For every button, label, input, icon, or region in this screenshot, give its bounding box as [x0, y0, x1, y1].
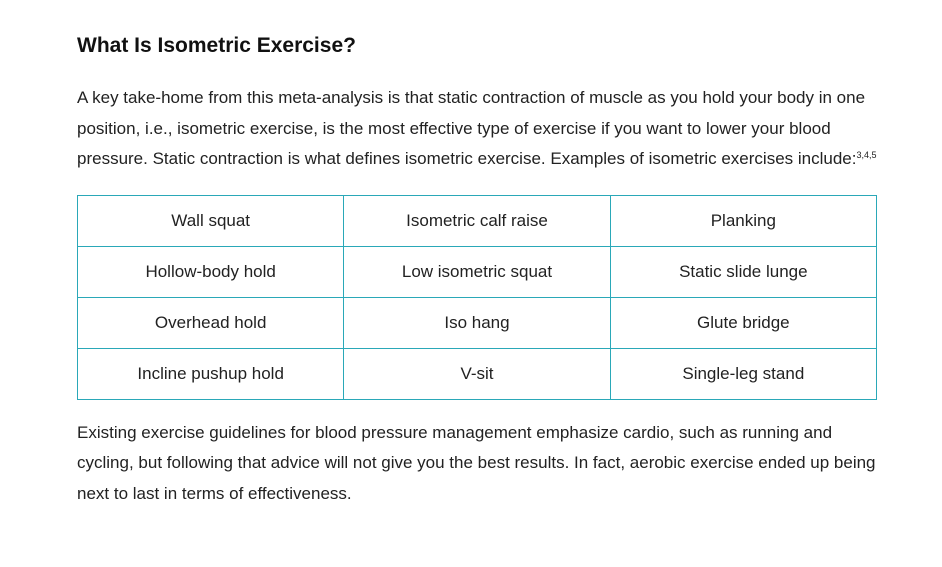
intro-paragraph — [77, 83, 877, 175]
table-cell: Planking — [610, 195, 876, 246]
intro-text: A key take-home from this meta-analysis is that static contraction of muscle as you hold your body in one position, i.e., isometric exercise, is the most effective type of exercise if you want to lower your blood pressure. Static contraction is what defines isometric exercise. Examples of isometric exercises include: — [77, 88, 866, 168]
table-cell: V-sit — [344, 348, 610, 399]
table-cell: Isometric calf raise — [344, 195, 610, 246]
section-heading: What Is Isometric Exercise? — [77, 34, 356, 57]
article-section — [77, 30, 877, 509]
exercise-table — [77, 195, 877, 400]
table-cell: Static slide lunge — [610, 246, 876, 297]
table-cell: Glute bridge — [610, 297, 876, 348]
table-cell: Wall squat — [78, 195, 344, 246]
table-row — [78, 348, 877, 399]
table-row — [78, 297, 877, 348]
outro-paragraph: Existing exercise guidelines for blood pressure management emphasize cardio, such as running and cycling, but following that advice will not give you the best results. In fact, aerobic exercise ended up being next to last in terms of effectiveness. — [77, 422, 876, 503]
citation-superscript[interactable]: 3,4,5 — [856, 150, 877, 160]
table-cell: Hollow-body hold — [78, 246, 344, 297]
table-cell: Single-leg stand — [610, 348, 876, 399]
table-row — [78, 246, 877, 297]
table-cell: Overhead hold — [78, 297, 344, 348]
table-cell: Incline pushup hold — [78, 348, 344, 399]
table-row — [78, 195, 877, 246]
table-cell: Low isometric squat — [344, 246, 610, 297]
table-cell: Iso hang — [344, 297, 610, 348]
